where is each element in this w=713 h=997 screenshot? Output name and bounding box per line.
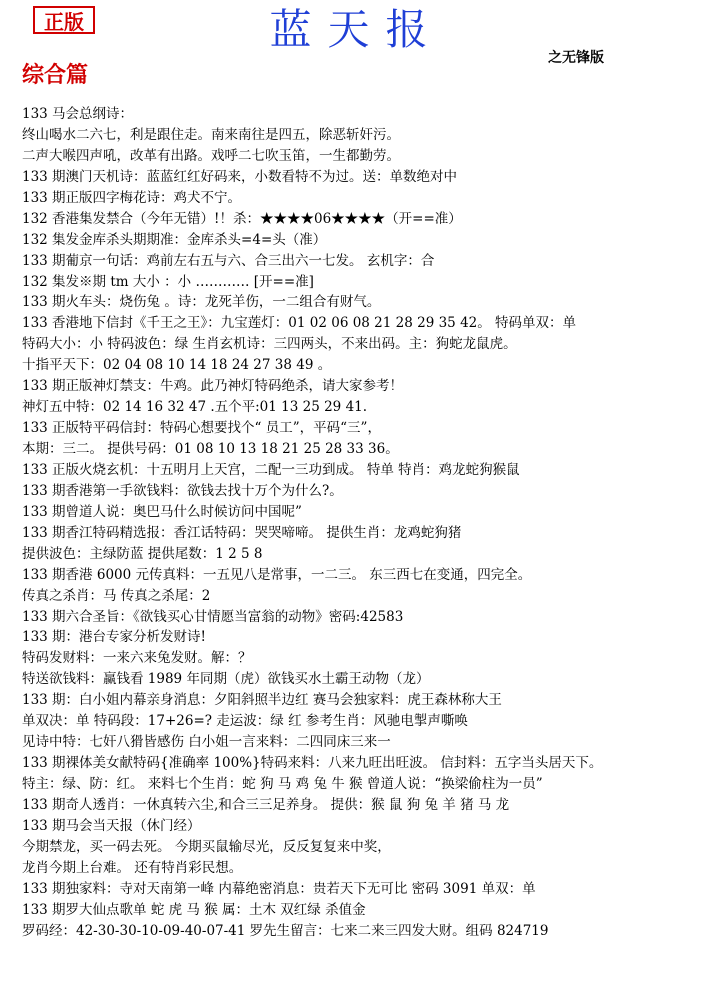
- text-line: 特送欲钱料：赢钱看 1989 年同期（虎）欲钱买水土霸王动物（龙）: [22, 671, 430, 688]
- text-line: 133 期独家料：寺对天南第一峰 内幕绝密消息：贵若天下无可比 密码 3091 单双：单: [22, 880, 536, 897]
- text-line: 133 期正版神灯禁支：牛鸡。此乃神灯特码绝杀，请大家参考！: [22, 378, 404, 395]
- text-line: 132 集发金库杀头期期准：金库杀头=4=头（准）: [22, 231, 327, 248]
- text-line: 今期禁龙，买一码去死。 今期买鼠输尽光，反反复复来中奖，: [22, 838, 391, 855]
- text-line: 132 香港集发禁合（今年无错）!！杀：★★★★06★★★★（开==准）: [22, 210, 462, 227]
- text-line: 133 期葡京一句话：鸡前左右五与六、合三出六一七发。 玄机字：合: [22, 252, 435, 269]
- text-line: 133 期：港台专家分析发财诗!: [22, 629, 206, 646]
- genuine-badge: 正版: [33, 6, 95, 34]
- text-line: 133 期香港 6000 元传真料：一五见八是常事，一二三。 东三西七在变通，四完全。: [22, 566, 532, 583]
- text-line: 133 正版火烧玄机：十五明月上天宫，二配一三功到成。 特单 特肖：鸡龙蛇狗猴鼠: [22, 461, 520, 478]
- text-line: 单双决：单 特码段：17+26=? 走运波：绿 红 参考生肖：风驰电掣声嘶唤: [22, 713, 468, 730]
- text-line: 133 期澳门天机诗：蓝蓝红红好码来，小数看特不为过。送：单数绝对中: [22, 168, 458, 185]
- text-line: 133 期罗大仙点歌单 蛇 虎 马 猴 属：土木 双红绿 杀值金: [22, 901, 366, 918]
- text-line: 十指平天下：02 04 08 10 14 18 24 27 38 49 。: [22, 357, 332, 374]
- text-line: 罗码经：42-30-30-10-09-40-07-41 罗先生留言：七来二来三四发大财。组码 824719: [22, 922, 549, 939]
- text-line: 传真之杀肖：马 传真之杀尾：2: [22, 587, 211, 604]
- text-line: 133 正版特平码信封：特码心想要找个“ 员工”，平码“三”，: [22, 420, 381, 437]
- text-line: 终山喝水二六七，利是跟住走。南来南往是四五，除恶斩奸污。: [22, 126, 400, 143]
- text-line: 特码大小：小 特码波色：绿 生肖玄机诗：三四两头，不来出码。主：狗蛇龙鼠虎。: [22, 336, 517, 353]
- edition-label: 之无锋版: [548, 50, 604, 66]
- text-line: 133 期裸体美女献特码{准确率 100%}特码来料：八来九旺出旺波。 信封料：五字当头居天下。: [22, 755, 603, 772]
- text-line: 133 期香江特码精选报：香江话特码：哭哭啼啼。 提供生肖：龙鸡蛇狗猪: [22, 524, 462, 541]
- text-line: 二声大喉四声吼，改革有出路。戏呼二七吹玉笛，一生都勤劳。: [22, 147, 400, 164]
- text-line: 132 集发※期 tm 大小 ：小 ………… [开==准]: [22, 273, 314, 290]
- text-line: 133 期奇人透肖：一休真转六尘,和合三三足养身。 提供：猴 鼠 狗 兔 羊 猪 马 龙: [22, 796, 510, 813]
- text-line: 133 期马会当天报（休门经）: [22, 817, 201, 834]
- section-title: 综合篇: [22, 63, 89, 88]
- text-line: 提供波色：主绿防蓝 提供尾数：1 2 5 8: [22, 545, 263, 562]
- text-line: 特码发财料：一来六来兔发财。解：？: [22, 650, 252, 667]
- text-line: 133 期香港第一手欲钱料：欲钱去找十万个为什么?。: [22, 482, 343, 499]
- text-line: 龙肖今期上台难。 还有特肖彩民想。: [22, 859, 243, 876]
- text-line: 133 香港地下信封《千王之王》：九宝莲灯：01 02 06 08 21 28 29 35 42。 特码单双：单: [22, 315, 577, 332]
- text-line: 133 期曾道人说：奥巴马什么时候访问中国呢”: [22, 503, 302, 520]
- text-line: 133 期火车头：烧伤兔 。诗：龙死羊伤，一二组合有财气。: [22, 294, 381, 311]
- text-line: 本期：三二。 提供号码：01 08 10 13 18 21 25 28 33 36。: [22, 441, 399, 457]
- text-line: 133 期：白小姐内幕亲身消息：夕阳斜照半边红 赛马会独家料：虎王森林称大王: [22, 692, 502, 709]
- text-line: 神灯五中特：02 14 16 32 47 .五个平:01 13 25 29 41.: [22, 399, 368, 416]
- text-line: 133 马会总纲诗：: [22, 106, 134, 122]
- text-line: 特主：绿、防：红。 来料七个生肖：蛇 狗 马 鸡 兔 牛 猴 曾道人说：“换梁偷柱为一员”: [22, 776, 543, 792]
- content-body: [22, 104, 702, 942]
- text-line: 133 期正版四字梅花诗：鸡犬不宁。: [22, 189, 242, 206]
- page-title: 蓝天报: [269, 5, 444, 54]
- text-line: 见诗中特：七奸八猾皆感伤 白小姐一言来料：二四同床三来一: [22, 734, 391, 751]
- text-line: 133 期六合圣旨：《欲钱买心甘情愿当富翁的动物》密码:42583: [22, 608, 404, 625]
